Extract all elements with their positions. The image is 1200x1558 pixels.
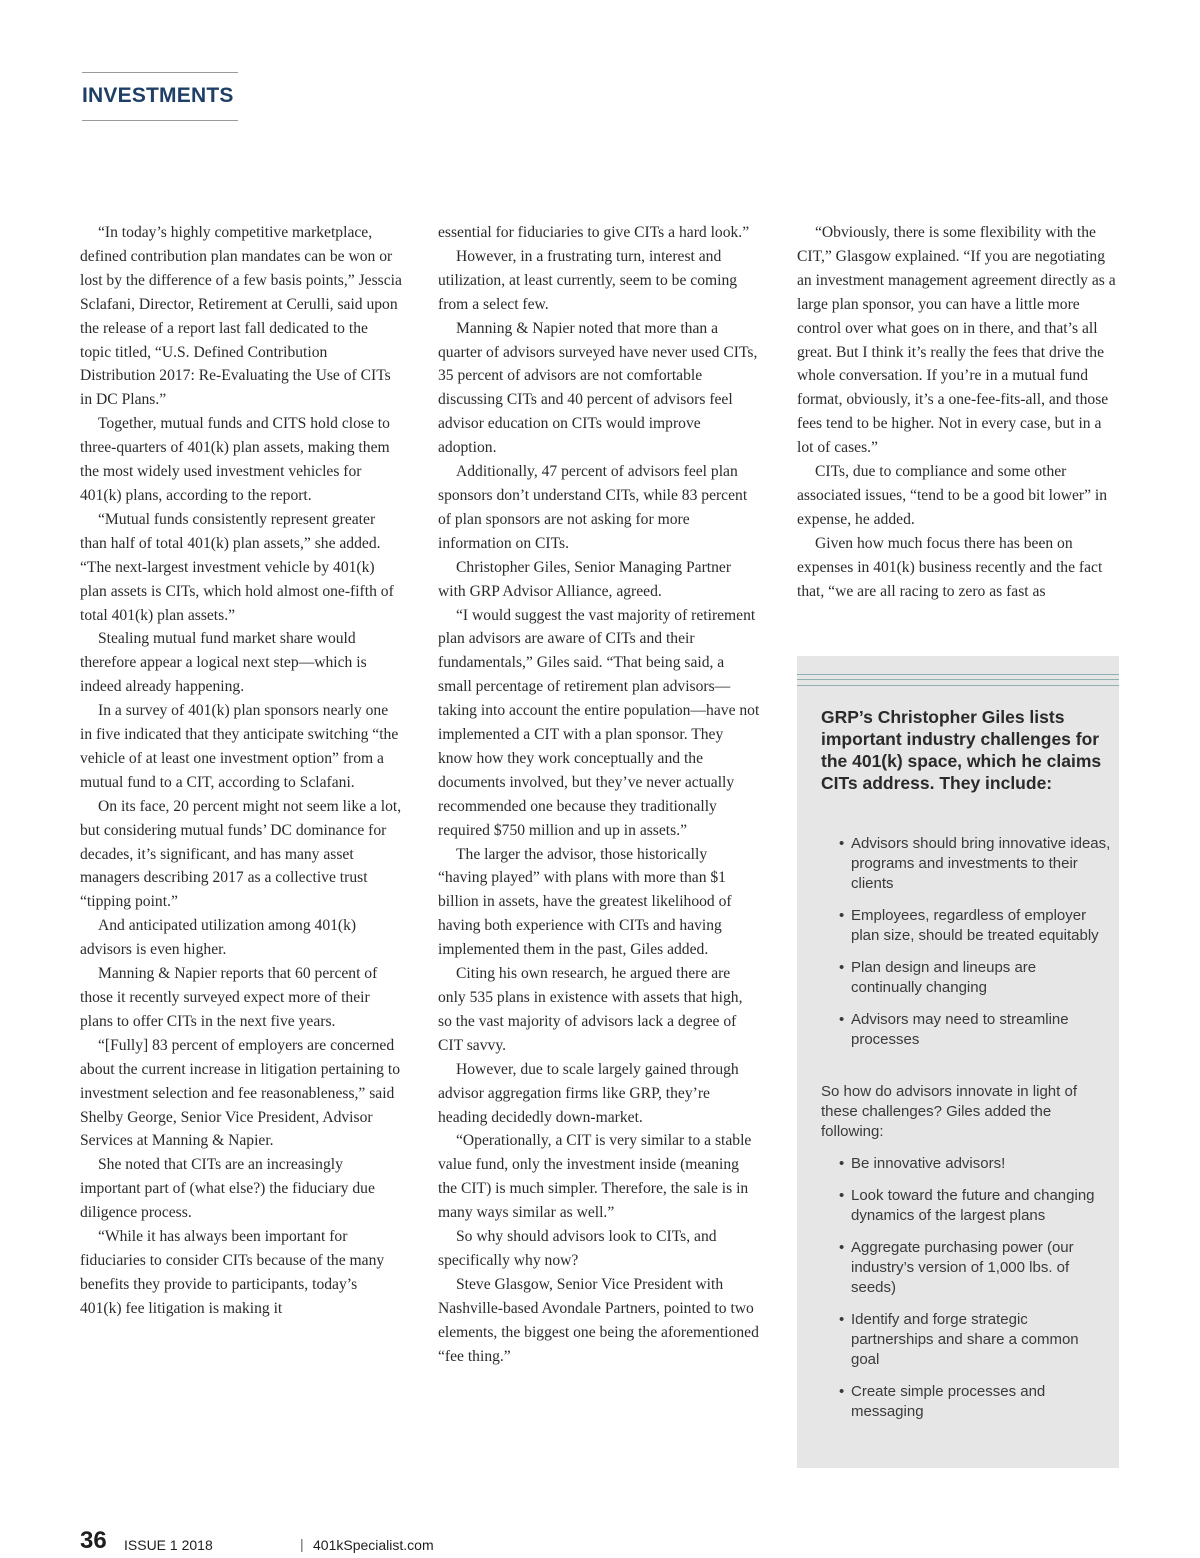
paragraph: “Obviously, there is some flexibility with the CIT,” Glasgow explained. “If you are negotiating an investment management agreement directly as a large plan sponsor, you can have a little more control over what goes on in there, and that’s all great. But I think it’s really the fees that drive the whole conversation. If you’re in a mutual fund format, obviously, it’s a one-fee-fits-all, and those fees tend to be higher. Not in every case, but in a lot of cases.” — [797, 224, 1116, 457]
challenge-item: • Plan design and lineups are continually changing — [821, 958, 1111, 998]
recommendation-item: • Create simple processes and messaging — [821, 1382, 1111, 1422]
sidebar-transition-text: So how do advisors innovate in light of these challenges? Giles added the following: — [821, 1083, 1077, 1140]
paragraph: Together, mutual funds and CITS hold close to three-quarters of 401(k) plan assets, making them the most widely used investment vehicles for 401(k) plans, according to the report. — [80, 415, 390, 504]
paragraph: Manning & Napier reports that 60 percent of those it recently surveyed expect more of their plans to offer CITs in the next five years. — [80, 965, 378, 1030]
sidebar-decorative-lines — [797, 674, 1119, 686]
paragraph: “Operationally, a CIT is very similar to a stable value fund, only the investment inside (meaning the CIT) is much simpler. Therefore, the sale is in many ways similar as well.” — [438, 1132, 752, 1222]
section-label: INVESTMENTS — [82, 84, 234, 107]
paragraph: And anticipated utilization among 401(k) advisors is even higher. — [80, 917, 357, 959]
paragraph: “[Fully] 83 percent of employers are concerned about the current increase in litigation pertaining to investment selection and fee reasonableness,” said Shelby George, Senior Vice President, Advisor Services at Manning & Napier. — [80, 1036, 400, 1150]
footer-separator: | — [300, 1536, 304, 1552]
paragraph: In a survey of 401(k) plan sponsors nearly one in five indicated that they anticipate switching “the vehicle of at least one investment option” from a mutual fund to a CIT, according to Sclafani. — [80, 702, 399, 791]
challenge-item: • Advisors should bring innovative ideas, programs and investments to their clients — [821, 834, 1111, 894]
page-number: 36 — [80, 1527, 107, 1554]
paragraph: Christopher Giles, Senior Managing Partner with GRP Advisor Alliance, agreed. — [438, 558, 732, 600]
sidebar-heading: GRP’s Christopher Giles lists important industry challenges for the 401(k) space, which he claims CITs address. They include: — [821, 707, 1102, 793]
paragraph: “Mutual funds consistently represent greater than half of total 401(k) plan assets,” she added. “The next-largest investment vehicle by 401(k) plan assets is CITs, which hold almost one-fifth of total 401(k) plan assets.” — [80, 510, 394, 624]
paragraph: Steve Glasgow, Senior Vice President with Nashville-based Avondale Partners, pointed to two elements, the biggest one being the aforementioned “fee thing.” — [438, 1275, 759, 1365]
recommendation-item: • Be innovative advisors! — [821, 1154, 1111, 1174]
paragraph: “I would suggest the vast majority of retirement plan advisors are aware of CITs and their fundamentals,” Giles said. “That being said, a small percentage of retirement plan advisors—taking into account the entire population—have not implemented a CIT with a plan sponsor. They know how they work conceptually and the documents involved, but they’ve never actually recommended one because they traditionally required $750 million and up in assets.” — [438, 606, 760, 839]
paragraph: However, in a frustrating turn, interest and utilization, at least currently, seem to be coming from a select few. — [438, 247, 738, 313]
article-column-2 — [438, 221, 760, 1369]
header-rule-bottom — [82, 120, 238, 121]
paragraph: Stealing mutual fund market share would therefore appear a logical next step—which is indeed already happening. — [80, 630, 367, 696]
recommendation-item: • Look toward the future and changing dynamics of the largest plans — [821, 1186, 1111, 1226]
challenge-item: • Employees, regardless of employer plan size, should be treated equitably — [821, 906, 1111, 946]
paragraph: Given how much focus there has been on expenses in 401(k) business recently and the fact that, “we are all racing to zero as fast as — [797, 534, 1103, 600]
article-column-1 — [80, 221, 402, 1321]
paragraph-continued: essential for fiduciaries to give CITs a hard look.” — [438, 224, 750, 241]
recommendation-item: • Identify and forge strategic partnerships and share a common goal — [821, 1310, 1111, 1370]
issue-label: ISSUE 1 2018 — [124, 1537, 213, 1553]
paragraph: So why should advisors look to CITs, and specifically why now? — [438, 1228, 717, 1269]
recommendation-item: • Aggregate purchasing power (our industry’s version of 1,000 lbs. of seeds) — [821, 1238, 1111, 1298]
sidebar-box — [797, 656, 1119, 1468]
paragraph: Additionally, 47 percent of advisors feel plan sponsors don’t understand CITs, while 83 percent of plan sponsors are not asking for more information on CITs. — [438, 463, 748, 552]
paragraph: Manning & Napier noted that more than a quarter of advisors surveyed have never used CITs, 35 percent of advisors are not comfortable discussing CITs and 40 percent of advisors feel advisor education on CITs would improve adoption. — [438, 319, 758, 457]
paragraph: CITs, due to compliance and some other associated issues, “tend to be a good bit lower” in expense, he added. — [797, 463, 1108, 528]
paragraph: However, due to scale largely gained through advisor aggregation firms like GRP, they’re heading decidedly down-market. — [438, 1060, 739, 1126]
recommendations-list — [821, 1154, 1111, 1434]
paragraph: On its face, 20 percent might not seem like a lot, but considering mutual funds’ DC dominance for decades, it’s significant, and has many asset managers describing 2017 as a collective trust “tipping point.” — [80, 797, 402, 911]
paragraph: The larger the advisor, those historically “having played” with plans with more than $1 billion in assets, have the greatest likelihood of having both experience with CITs and having implemented them in the past, Giles added. — [438, 845, 732, 959]
article-column-3 — [797, 221, 1119, 604]
website-link[interactable]: 401kSpecialist.com — [313, 1537, 434, 1553]
paragraph: She noted that CITs are an increasingly important part of (what else?) the fiduciary due diligence process. — [80, 1156, 375, 1222]
challenges-list — [821, 834, 1111, 1062]
header-rule-top — [82, 72, 238, 73]
paragraph: “While it has always been important for fiduciaries to consider CITs because of the many benefits they provide to participants, today’s 401(k) fee litigation is making it — [80, 1228, 385, 1317]
paragraph: Citing his own research, he argued there are only 535 plans in existence with assets that high, so the vast majority of advisors lack a degree of CIT savvy. — [438, 965, 743, 1054]
paragraph: “In today’s highly competitive marketplace, defined contribution plan mandates can be won or lost by the difference of a few basis points,” Jesscia Sclafani, Director, Retirement at Cerulli, said upon the release of a report last fall dedicated to the topic titled, “U.S. Defined Contribution Distribution 2017: Re-Evaluating the Use of CITs in DC Plans.” — [80, 224, 402, 409]
challenge-item: • Advisors may need to streamline processes — [821, 1010, 1111, 1050]
